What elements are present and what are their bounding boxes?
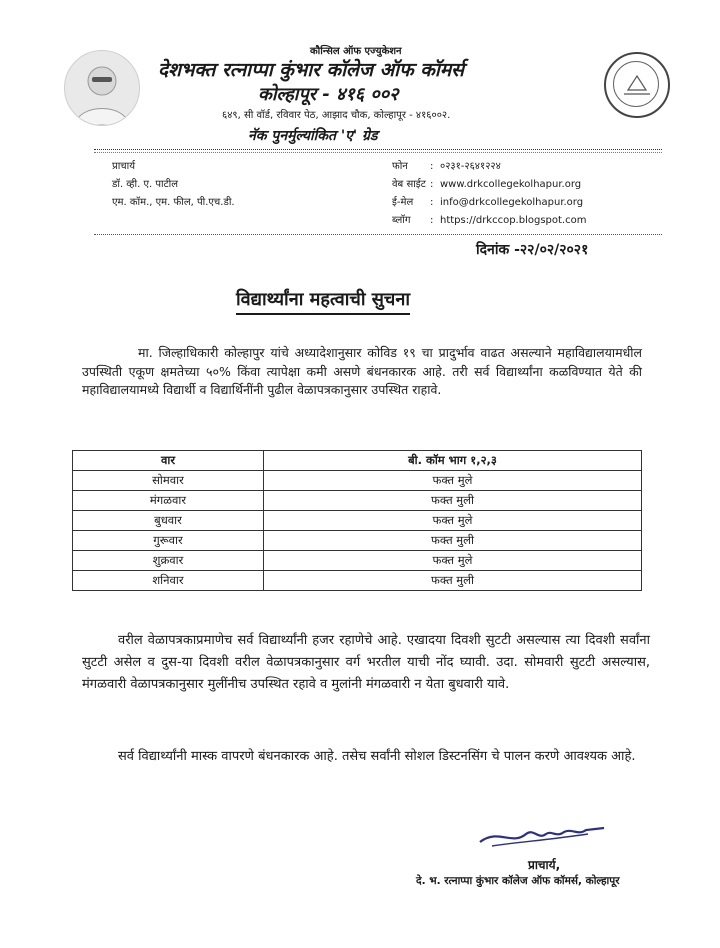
- table-row: [73, 471, 642, 491]
- contact-blog: ब्लॉग : https://drkccop.blogspot.com: [392, 212, 586, 226]
- contact-value[interactable]: www.drkcollegekolhapur.org: [440, 179, 582, 190]
- founder-portrait: [64, 50, 140, 126]
- table-row: [73, 571, 642, 591]
- table-cell-day: शनिवार: [73, 571, 264, 591]
- contact-label: ब्लॉग: [392, 215, 411, 226]
- table-cell-group: फक्त मुली: [264, 491, 642, 511]
- principal-name: डॉ. व्ही. ए. पाटील: [112, 179, 179, 190]
- table-cell-group: फक्त मुले: [264, 471, 642, 491]
- college-seal-logo: [604, 52, 670, 118]
- signature-role: प्राचार्य,: [528, 858, 561, 872]
- table-row: [73, 531, 642, 551]
- table-cell-group: फक्त मुले: [264, 511, 642, 531]
- schedule-table: [72, 450, 642, 591]
- contact-value: ०२३१-२६४१२२४: [440, 161, 501, 172]
- naac-grade: नॅक पुनर्मुल्यांकित 'ए' ग्रेड: [248, 128, 378, 144]
- notice-paragraph-2: वरील वेळापत्रकाप्रमाणेच सर्व विद्यार्थ्यांनी हजर रहाणेचे आहे. एखादया दिवशी सुटटी असल्यास त्या दिवशी सर्वांना सुटटी असेल व दुस-या दिवशी वरील वेळापत्रकानुसार वर्ग भरतील याची नोंद घ्यावी. उदा. सोमवारी सुटटी असल्यास, मंगळवारी वेळापत्रकानुसार मुलींनीच उपस्थित रहावे व मुलांनी मंगळवारी न येता बुधवारी यावे.: [82, 633, 650, 692]
- notice-paragraph-1: मा. जिल्हाधिकारी कोल्हापुर यांचे अध्यादेशानुसार कोविड १९ चा प्रादुर्भाव वाढत असल्याने महाविद्यालयामधील उपस्थिती एकूण क्षमतेच्या ५०% किंवा त्यापेक्षा कमी असणे बंधनकारक आहे. तरी सर्व विद्यार्थ्यांना कळविण्यात येते की महाविद्यालयामध्ये विद्यार्थी व विद्यार्थिनींनी पुढील वेळापत्रकानुसार उपस्थित राहावे.: [82, 345, 642, 397]
- table-header-row: [73, 451, 642, 471]
- table-cell-group: फक्त मुली: [264, 571, 642, 591]
- contact-label: ई-मेल: [392, 197, 414, 208]
- header-divider-secondary: [94, 152, 662, 153]
- notice-title: विद्यार्थ्यांना महत्वाची सुचना: [236, 287, 410, 315]
- contact-label: फोन: [392, 161, 408, 172]
- notice-paragraph-3: सर्व विद्यार्थ्यांनी मास्क वापरणे बंधनकारक आहे. तसेच सर्वांनी सोशल डिस्टनसिंग चे पालन करणे आवश्यक आहे.: [118, 749, 636, 764]
- principal-role: प्राचार्य: [112, 161, 136, 172]
- signature-college: दे. भ. रत्नाप्पा कुंभार कॉलेज ऑफ कॉमर्स, कोल्हापूर: [416, 875, 620, 887]
- contact-value[interactable]: https://drkccop.blogspot.com: [440, 215, 587, 226]
- table-cell-day: मंगळवार: [73, 491, 264, 511]
- college-address: ६४९, सी वॉर्ड, रविवार पेठ, आझाद चौक, कोल्हापूर - ४१६००२.: [222, 110, 451, 121]
- table-header-class: बी. कॉम भाग १,२,३: [264, 451, 642, 471]
- city-pin: कोल्हापूर - ४१६ ००२: [258, 84, 399, 105]
- table-row: [73, 551, 642, 571]
- contact-label: वेब साईट: [392, 179, 426, 190]
- table-cell-day: शुक्रवार: [73, 551, 264, 571]
- contact-value[interactable]: info@drkcollegekolhapur.org: [440, 197, 584, 208]
- table-header-day: वार: [73, 451, 264, 471]
- table-cell-group: फक्त मुले: [264, 551, 642, 571]
- table-cell-day: बुधवार: [73, 511, 264, 531]
- principal-signature: [478, 820, 608, 852]
- notice-date: दिनांक -२२/०२/२०२१: [476, 242, 589, 258]
- table-row: [73, 511, 642, 531]
- council-name: कौन्सिल ऑफ एज्युकेशन: [310, 46, 402, 57]
- contact-phone: फोन : ०२३१-२६४१२२४: [392, 158, 501, 172]
- header-divider: [94, 149, 662, 150]
- contact-website: वेब साईट : www.drkcollegekolhapur.org: [392, 176, 581, 190]
- table-cell-day: गुरूवार: [73, 531, 264, 551]
- table-cell-group: फक्त मुली: [264, 531, 642, 551]
- table-cell-day: सोमवार: [73, 471, 264, 491]
- college-name: देशभक्त रत्नाप्पा कुंभार कॉलेज ऑफ कॉमर्स: [158, 59, 465, 81]
- table-row: [73, 491, 642, 511]
- contact-email: ई-मेल : info@drkcollegekolhapur.org: [392, 194, 583, 208]
- principal-qualification: एम. कॉम., एम. फील, पी.एच.डी.: [112, 197, 235, 208]
- contact-divider: [94, 234, 662, 235]
